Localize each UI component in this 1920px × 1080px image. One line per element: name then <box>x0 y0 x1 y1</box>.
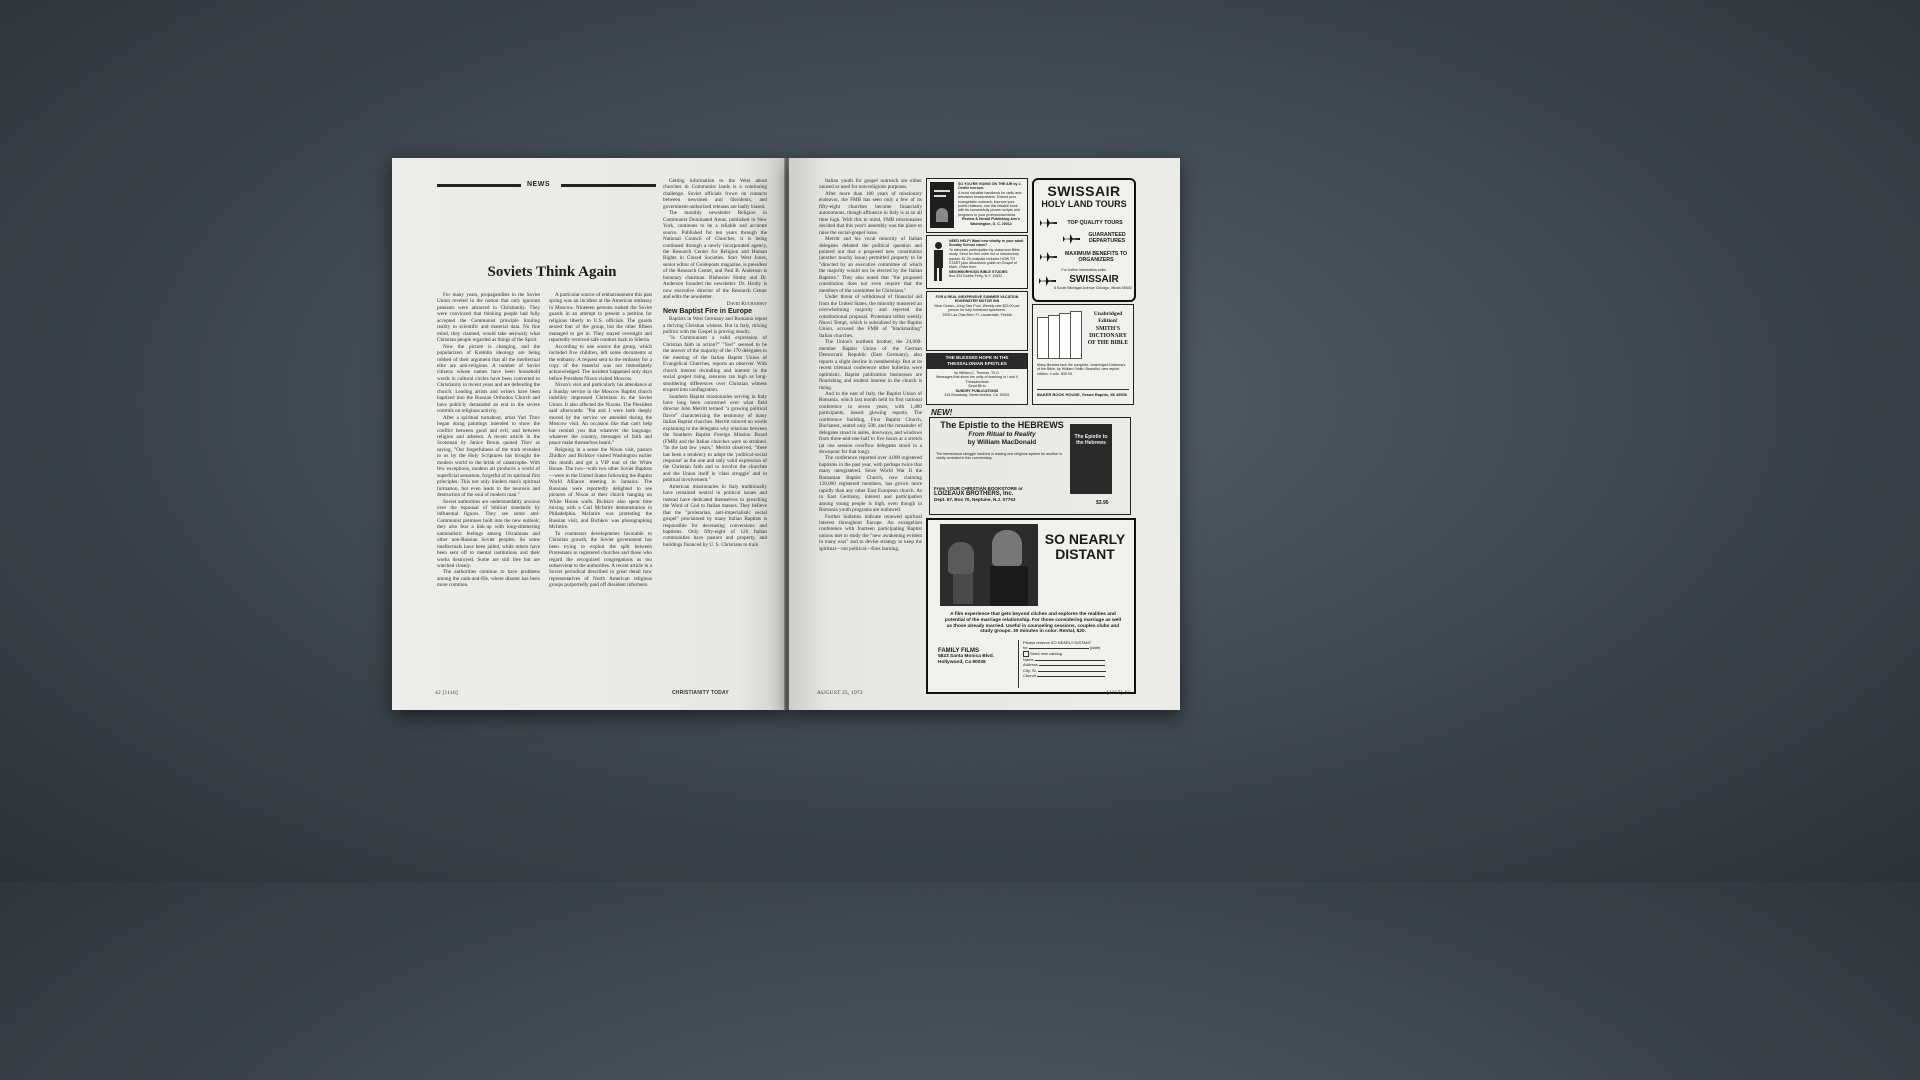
paragraph: According to one source the group, which included five children, left some documents at the embassy. A request sent to the embassy for a copy of the material was not immediately acknowledged. The incident happened only days before President Nixon visited Moscow. <box>549 343 652 382</box>
perk-text: TOP QUALITY TOURS <box>1067 220 1123 226</box>
ad-publisher: Review & Herald Publishing Ass'n Washington, D. C. 20012 <box>961 217 1021 226</box>
ad-address: Dept. 67, Box 70, Neptune, N.J. 07753 <box>934 497 1016 503</box>
ad-title: NEED HELP! Want new vitality in your adult Sunday School class? <box>949 239 1024 248</box>
ad-address: 416 Broadway, Santa Monica, Ca. 90401 <box>944 393 1010 398</box>
ad-publisher: SUNDRY PUBLICATIONS <box>955 388 999 393</box>
paragraph: For many years, propagandists in the Soviet Union reveled in the notion that only ignorant peasants were attracted to Christianity. They were convinced that thinking people had fully accepted the Communist principle limiting reality to scientific and material data. No fine mind, they claimed, would take seriously what Christian people regarded as things of the Spirit. <box>437 292 540 344</box>
ad-title: SO YOU'RE GOING ON THE AIR by J. Orville Iverson. <box>958 182 1022 191</box>
figure-illustration <box>932 242 944 282</box>
paragraph: After a spiritual turnabout, artist Yuri Titov began doing paintings intended to show the conflict between good and evil, and between religion and atheism. A recent article in the Scotsman by Janice Broun quoted Titov as saying, "Our forgetfulness of the truth revealed to us by the Holy Scriptures has brought the modern world to the brink of catastrophe. With few exceptions, modern art produces a world of superficial sensation, forgetful of its spiritual first principles. This not only hinders man's spiritual formation, but even leads to the neurosis and destruction of the soul of modern man." <box>437 414 540 499</box>
paragraph: American missionaries in Italy traditionally have remained neutral in political issues and instead have dedicated themselves to preaching the Word of God to Italian masses. They believe that the "proletarian, anti-imperialistic social gospel" proclaimed by many Italian Baptists is responsible for decreasing conversions and baptisms. Only fifty-eight of 126 Italian communities have pastors and property, and buildings financed by U. S. Christians to train <box>663 483 767 548</box>
paragraph: Southern Baptist missionaries serving in Italy have long been concerned over what field director John Merritt termed "a growing political flavor" characterizing the testimony of many Italian Baptist churches. Merritt minced no words explaining to the delegates why relations between the Southern Baptist Foreign Mission Board (FMB) and the Italian churches were so strained. "In the last few years," Merritt observed, "there has been a tendency to adopt the 'political-social response' as the one and only valid expression of the Christian faith and to involve the churches and the Union itself in 'class struggle' and in political involvement." <box>663 393 767 484</box>
right-page <box>789 158 1180 710</box>
form-for-label: for <box>1023 645 1028 651</box>
ad-body: Near Ocean—King Size Pool. Weekly rate $23.00 per person for fully furnished apartment. <box>934 303 1020 313</box>
paragraph: Nixon's visit and particularly his attendance at a Sunday service in the Moscow Baptist church indelibly impressed Christians in the Soviet Union. It also affected the Nixons. The President said afterwards: "Pat and I were both deeply moved by the service we attended during the Moscow visit. An occasion like that can't help but remind you that whatever the language, whatever the country, messages of faith and peace make themselves heard." <box>549 382 652 447</box>
film-still-image <box>940 524 1038 606</box>
paragraph: Baptists in West Germany and Romania report a thriving Christian witness. But in Italy, mixing politics with the Gospel is proving deadly. <box>663 316 767 335</box>
article-headline: Soviets Think Again <box>487 264 617 280</box>
ad-address: 2905 Las Olas Blvd. Ft. Lauderdale, Florida <box>942 312 1012 317</box>
book-cover-image <box>930 182 954 228</box>
ad-hebrews[interactable] <box>926 408 1132 515</box>
ad-smiths-dictionary[interactable] <box>1032 304 1134 405</box>
ad-address: 5823 Santa Monica Blvd. Hollywood, Ca 90038 <box>938 654 994 665</box>
ad-title: The Epistle to the HEBREWS <box>940 420 1064 430</box>
ad-body: Messages that show the unity of teaching in I and II Thessalonians <box>936 375 1018 384</box>
church-field[interactable] <box>1037 676 1105 677</box>
ad-title: FOR A REAL INEXPENSIVE SUMMER VACATION <box>935 295 1019 299</box>
ad-body: Many libraries lack the complete, unabridged Dictionary of the Bible, by William Smith. Beautiful, new reprint edition. 4 vols. $39.95 <box>1037 363 1126 376</box>
date-input[interactable] <box>1029 648 1089 649</box>
paragraph: Getting information to the West about churches in Communist lands is a continuing challenge. Soviet officials frown on contacts between newsmen and dissidents, and government-authorized releases are badly biased. <box>663 178 767 210</box>
ad-publisher: LOIZEAUX BROTHERS, Inc. <box>934 490 1014 497</box>
ad-author: by William MacDonald <box>967 439 1037 446</box>
ad-publisher: BAKER BOOK HOUSE, Grand Rapids, MI 49506 <box>1037 389 1129 397</box>
paragraph: A particular source of embarrassment this past spring was an incident at the American embassy in Moscow. Nineteen persons rushed the Soviet guards in an attempt to present a petition for religious liberty to U.S. officials. The guards seized four of the group, but the other fifteen managed to get in. They stayed overnight and reportedly received safe conduct back to Siberia. <box>549 292 652 344</box>
news-section-rule <box>437 182 656 188</box>
airplane-icon <box>1062 234 1080 244</box>
paragraph: Italian youth for gospel outreach are either unused or used for non-religious purposes. <box>819 178 922 191</box>
book-cover-image <box>1070 424 1112 494</box>
byline: David Kucharsky <box>726 300 767 307</box>
airplane-icon <box>1039 252 1057 262</box>
ad-so-nearly-distant[interactable] <box>926 518 1136 694</box>
order-form <box>1018 640 1133 688</box>
swissair-logo: SWISSAIR <box>1047 183 1121 199</box>
ad-tag: Unabridged Edition! <box>1093 311 1123 324</box>
subheadline: New Baptist Fire in Europe <box>663 308 753 316</box>
article-column-4 <box>819 178 922 690</box>
form-field-label: Name <box>1023 656 1034 662</box>
paragraph: The conference reported over 4,000 registered baptisms in the past year, with perhaps twice that many unregistered. Since World War II the Romanian Baptist Church, now claiming 120,000 registered members, has grown more rapidly than any other East European church. As in East Germany, interest and participation among young people is high, even though in Romania youth programs are outlawed. <box>819 455 922 514</box>
perk-text: GUARANTEED DEPARTURES <box>1088 232 1126 244</box>
paragraph: To counteract developments favorable to Christian growth, the Soviet government has been trying to exploit the split between Protestants in registered churches and those who regard the recognized congregations as too subservient to the authorities. A recent article in a Soviet periodical described in great detail how representatives of North American religious groups purportedly paid off dissident informers. <box>549 530 652 589</box>
paragraph: Now the picture is changing, and the popularizers of Kremlin ideology are being robbed of their argument that all the intellectual elite are anti-religious. A number of Soviet citizens whose names have been household words in cultural circles have been converted to Christianity in recent years and are defending the church. Leading artists and writers have been baptized into the Russian Orthodox Church and have publicly demanded an end to the severe controls on religious activity. <box>437 343 540 415</box>
ad-title: THE BLESSED HOPE IN THE THESSALONIAN EPISTLES <box>927 354 1027 369</box>
ad-publisher: NEIGHBORHOOD BIBLE STUDIES <box>949 269 1008 274</box>
address-field[interactable] <box>1039 665 1105 666</box>
page-number-right: [1117] 43 <box>1107 690 1130 696</box>
article-column-2 <box>549 292 652 690</box>
article-column-1 <box>437 292 540 690</box>
paragraph: The Union's northern brother, the 24,000-member Baptist Union of the German Democratic Republic (East Germany), also reports a slight decline in membership. But at its recent triennial conference other bulletins were optimistic. Baptist publication businesses are flourishing and student interest in the church is rising. <box>819 339 922 391</box>
ad-radio-handbook[interactable] <box>926 178 1028 233</box>
company-name: FAMILY FILMS <box>938 648 980 654</box>
ad-runtime: 30 minutes in color. Rental, $20. <box>1013 629 1086 635</box>
paragraph: Soviet authorities are understandably anxious over the espousal of biblical standards by influential figures. They see some anti-Communist premises built into the new outlook; they also fear a link-up with long-simmering nationalistic feelings among Ukrainians and other non-Russian Soviet peoples. So some intellectuals have been jailed, while others have been sent off to mental institutions and their works destroyed. Some are still free but are watched closely. <box>437 498 540 570</box>
magazine-spread <box>392 158 1180 710</box>
ad-title: SO NEARLY DISTANT <box>1044 531 1126 562</box>
swissair-logo: SWISSAIR <box>1069 274 1119 285</box>
ad-body: The tremendous struggle involved in leaving one religious system for another is vividly revealed in this commentary. <box>936 452 1063 461</box>
form-date-label: (date) <box>1089 645 1101 651</box>
airplane-icon <box>1039 218 1057 228</box>
ad-body: A film experience that gets beyond cliches and explores the realities and potential of the marriage relationship. For those considering marriage as well as those already married. Useful in counseling sessions, couples clubs and study groups. <box>944 612 1122 635</box>
book-set-image <box>1037 311 1081 357</box>
ad-title: HOLY LAND TOURS <box>1041 199 1127 209</box>
issue-date: AUGUST 25, 1972 <box>817 690 863 696</box>
ad-motor-inn[interactable] <box>926 291 1028 351</box>
book-cover-title: The Epistle to the Hebrews <box>1074 434 1108 446</box>
paragraph: Under threat of withdrawal of financial aid from the United States, the minority mustered an overwhelming majority and rejected the constitutional proposal. Protestant leftist weekly Nuovi Tempi, which is subsidized by the Baptist Union, accused the FMB of "blackmailing" Italian churches. <box>819 294 922 339</box>
form-field-label: City, St. <box>1023 667 1037 673</box>
paragraph: "Is Communism a valid expression of Christian faith in action?" "Yes!" seemed to be the answer of the majority of the 170 delegates to the meeting of the Italian Baptist Union of Evangelical Churches, reports an observer. With church interest dwindling and interest in the social gospel rising, tensions ran high as long-smoldering differences over Christian witness erupted into conflagration. <box>663 335 767 394</box>
ad-price: $3.95 <box>1096 500 1109 506</box>
paragraph: The monthly newsletter Religion in Communist Dominated Areas, published in New York, continues to be a reliable and accurate source. Published for ten years through the National Council of Churches, it is being continued through a newly incorporated agency, the Research Center for Religion and Human Rights in Closed Societies. Starr West Jones, senior editor of Guideposts magazine, is president of the Research Center, and Paul B. Anderson is honorary chairman. Blahoslav Hruby and Dr. Anderson founded the newsletter. Dr. Hruby is now executive director of the Research Center and edits the newsletter. <box>663 210 767 301</box>
ad-from: From YOUR CHRISTIAN BOOKSTORE or <box>934 486 1023 491</box>
paragraph: Merritt and his vocal minority of Italian delegates debated the political question and pointed out that a proposed new constitution (another touchy issue) permitted property to be "directed by an executive committee of which the majority would not be elected by the Italian Baptists." They also noted that "the proposed constitution does not even require that the members of the committee be Christians." <box>819 236 922 294</box>
paragraph: After more than 100 years of missionary endeavor, the FMB has seen only a few of its fifty-eight churches become financially autonomous, though affluence in Italy is at an all time high. With this in mind, FMB missionaries decided that this year's assembly was the place to raise the social-gospel issue. <box>819 190 922 236</box>
article-column-3 <box>663 178 767 690</box>
paragraph: Further bulletins indicate renewed spiritual interest throughout Europe. An evangelism conference with fourteen participating Baptist unions met to study the "new awakening evident in many ears" and to devise strategy to keep the spiritual—not political—fires burning. <box>819 513 922 552</box>
ad-subtitle: From Ritual to Reality <box>968 431 1036 438</box>
ad-title: SMITH'S DICTIONARY OF THE BIBLE <box>1087 326 1129 347</box>
paragraph: Reigning in a sense the Nixon visit, pastors Zhidkov and Bichkov visited Washington earlier this month and got a VIP tour of the White House. The two—with two other Soviet Baptists—were in the United States following the Baptist World Alliance meeting in Jamaica. The Russians were reportedly delighted to see pictures of Nixon at their church hanging on White House walls. Bichkov also spent time mixing with a Carl McIntire demonstration in Philadelphia. McIntire was protesting the Russian visit, and Bichkov was photographing McIntire. <box>549 446 652 531</box>
ad-name: EDGEWATER MOTOR INN <box>954 299 1000 304</box>
form-field-label: Address <box>1023 662 1038 668</box>
ad-blessed-hope[interactable] <box>926 353 1028 405</box>
left-page <box>392 158 785 710</box>
ad-address: 8 South Michigan Avenue Chicago, Illinois 60603 <box>1054 286 1132 290</box>
perk-text: MAXIMUM BENEFITS TO ORGANIZERS <box>1064 251 1128 263</box>
form-field-label: Church <box>1023 673 1036 679</box>
section-label: NEWS <box>527 181 550 188</box>
paragraph: And to the east of Italy, the Baptist Union of Romania, which last month held its first national conference in seven years, with 1,400 participants, issued glowing reports. The conference building, First Baptist Church, Bucharest, seated only 500, and the remainder of delegates stood in aisles, doorways, and windows from three-and-one-half to five hours at a stretch (at one session overflow delegates stood in a downpour for that long). <box>819 390 922 456</box>
page-number-left: 42 [1116] <box>435 690 458 696</box>
form-title: Please reserve SO NEARLY DISTANT <box>1023 640 1092 645</box>
ad-new-badge: NEW! <box>931 408 953 417</box>
ad-send: Send $6 to <box>968 384 986 389</box>
ad-swissair[interactable] <box>1032 178 1136 302</box>
paragraph: The authorities continue to have problems among the rank-and-file, where dissent has been more common. <box>437 569 540 589</box>
city-field[interactable] <box>1038 671 1106 672</box>
ad-address: Box 222 Dobbs Ferry, N.Y. 10522 <box>949 274 1003 279</box>
form-checkbox-label: Send new catalog <box>1030 650 1062 656</box>
ad-body: To stimulate participation by classroom Bible study. Send for free order list or introductory packet. $1.25 postpaid includes HOW TO START plus discussion guide on Gospel of Mark. Order from <box>949 247 1020 270</box>
name-field[interactable] <box>1035 660 1105 661</box>
magazine-title: CHRISTIANITY TODAY <box>672 690 729 696</box>
ad-info: For further information write: <box>1061 268 1107 272</box>
airplane-icon <box>1038 276 1056 286</box>
ad-author: by William C. Thomas, Th.D. <box>954 371 1000 375</box>
ad-body: A most valuable handbook for radio and television broadcasters. Extend your evangelistic outreach, improve your public relations, use this reliable book with its successfully proven scripts and programs to your professional ideas. <box>958 190 1022 217</box>
ad-bible-studies[interactable] <box>926 235 1028 289</box>
